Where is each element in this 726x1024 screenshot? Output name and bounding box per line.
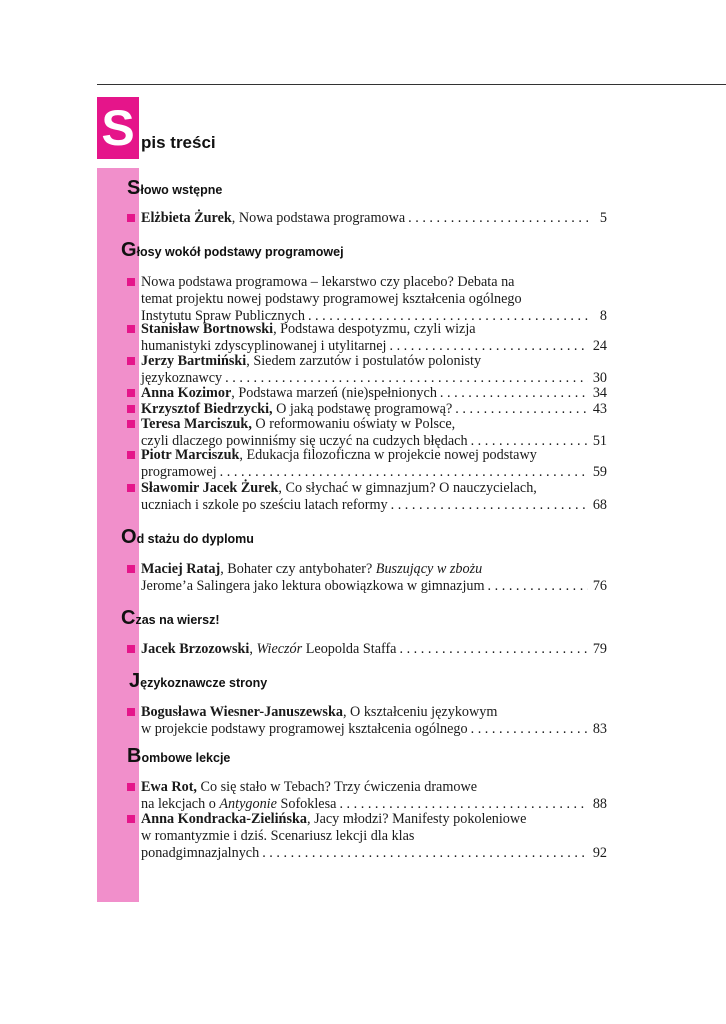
toc-entry[interactable]: Sławomir Jacek Żurek, Co słychać w gimnazjum? O nauczycielach, uczniach i szkole po sześciu latach reformy . . . 68 xyxy=(127,480,607,514)
bullet-icon xyxy=(127,325,135,333)
page-number: 83 xyxy=(592,721,607,737)
bullet-icon xyxy=(127,565,135,573)
bullet-icon xyxy=(127,278,135,286)
toc-entry[interactable]: Nowa podstawa programowa – lekarstwo czy placebo? Debata na temat projektu nowej podstawy programowej kształcenia ogólnego Instytutu Spraw Publicznych . . . 8 xyxy=(127,274,607,325)
section-heading-dramowe: Bombowe lekcje xyxy=(127,745,231,767)
toc-entry[interactable]: Maciej Rataj, Bohater czy antybohater? Buszujący w zbożu Jerome’a Salingera jako lektura obowiązkowa w gimnazjum . . . 76 xyxy=(127,561,607,595)
bullet-icon xyxy=(127,708,135,716)
bullet-icon xyxy=(127,645,135,653)
page-number: 30 xyxy=(592,370,607,386)
bullet-icon xyxy=(127,405,135,413)
page-number: 51 xyxy=(592,433,607,449)
toc-entry[interactable]: Stanisław Bortnowski, Podstawa despotyzmu, czyli wizja humanistyki zdyscyplinowanej i utylitarnej . . . 24 xyxy=(127,321,607,355)
page-number: 59 xyxy=(592,464,607,480)
toc-entry[interactable]: Krzysztof Biedrzycki, O jaką podstawę programową? . . . 43 xyxy=(127,401,607,418)
toc-entry[interactable]: Piotr Marciszuk, Edukacja filozoficzna w projekcie nowej podstawy programowej . . . 59 xyxy=(127,447,607,481)
bullet-icon xyxy=(127,451,135,459)
toc-entry[interactable]: Elżbieta Żurek, Nowa podstawa programowa . . . 5 xyxy=(127,210,607,227)
page-number: 5 xyxy=(599,210,607,226)
page-number: 92 xyxy=(592,845,607,861)
page-number: 79 xyxy=(592,641,607,657)
bullet-icon xyxy=(127,484,135,492)
toc-entry[interactable]: Jacek Brzozowski, Wieczór Leopolda Staffa . . . 79 xyxy=(127,641,607,658)
bullet-icon xyxy=(127,783,135,791)
page-number: 8 xyxy=(599,308,607,324)
page-number: 24 xyxy=(592,338,607,354)
title-initial: S xyxy=(97,97,139,159)
top-rule xyxy=(97,84,726,85)
section-heading-slowo: Słowo wstępne xyxy=(127,177,223,199)
page-title: pis treści xyxy=(141,133,216,152)
toc-entry[interactable]: Teresa Marciszuk, O reformowaniu oświaty w Polsce, czyli dlaczego powinniśmy się uczyć na cudzych błędach . . . 51 xyxy=(127,416,607,450)
toc-entry[interactable]: Anna Kondracka-Zielińska, Jacy młodzi? Manifesty pokoleniowe w romantyzmie i dziś. Scenariusz lekcji dla klas ponadgimnazjalnych . . . 92 xyxy=(127,811,607,862)
bullet-icon xyxy=(127,420,135,428)
section-heading-od-stazu: Od stażu do dyplomu xyxy=(121,526,254,548)
bullet-icon xyxy=(127,357,135,365)
page-number: 34 xyxy=(592,385,607,401)
bullet-icon xyxy=(127,389,135,397)
page-number: 68 xyxy=(592,497,607,513)
section-heading-jezykoznawcze: Językoznawcze strony xyxy=(129,670,268,692)
bullet-icon xyxy=(127,815,135,823)
page-number: 76 xyxy=(592,578,607,594)
toc-entry[interactable]: Bogusława Wiesner-Januszewska, O kształceniu językowym w projekcie podstawy programowej kształcenia ogólnego . . . 83 xyxy=(127,704,607,738)
section-heading-czas: Czas na wiersz! xyxy=(121,607,220,629)
page-number: 43 xyxy=(592,401,607,417)
section-heading-glosy: Głosy wokół podstawy programowej xyxy=(121,239,344,261)
toc-entry[interactable]: Ewa Rot, Co się stało w Tebach? Trzy ćwiczenia dramowe na lekcjach o Antygonie Sofoklesa . . . 88 xyxy=(127,779,607,813)
bullet-icon xyxy=(127,214,135,222)
toc-entry[interactable]: Jerzy Bartmiński, Siedem zarzutów i postulatów polonisty językoznawcy . . . 30 xyxy=(127,353,607,387)
page-number: 88 xyxy=(592,796,607,812)
toc-entry[interactable]: Anna Kozimor, Podstawa marzeń (nie)spełnionych . . . 34 xyxy=(127,385,607,402)
